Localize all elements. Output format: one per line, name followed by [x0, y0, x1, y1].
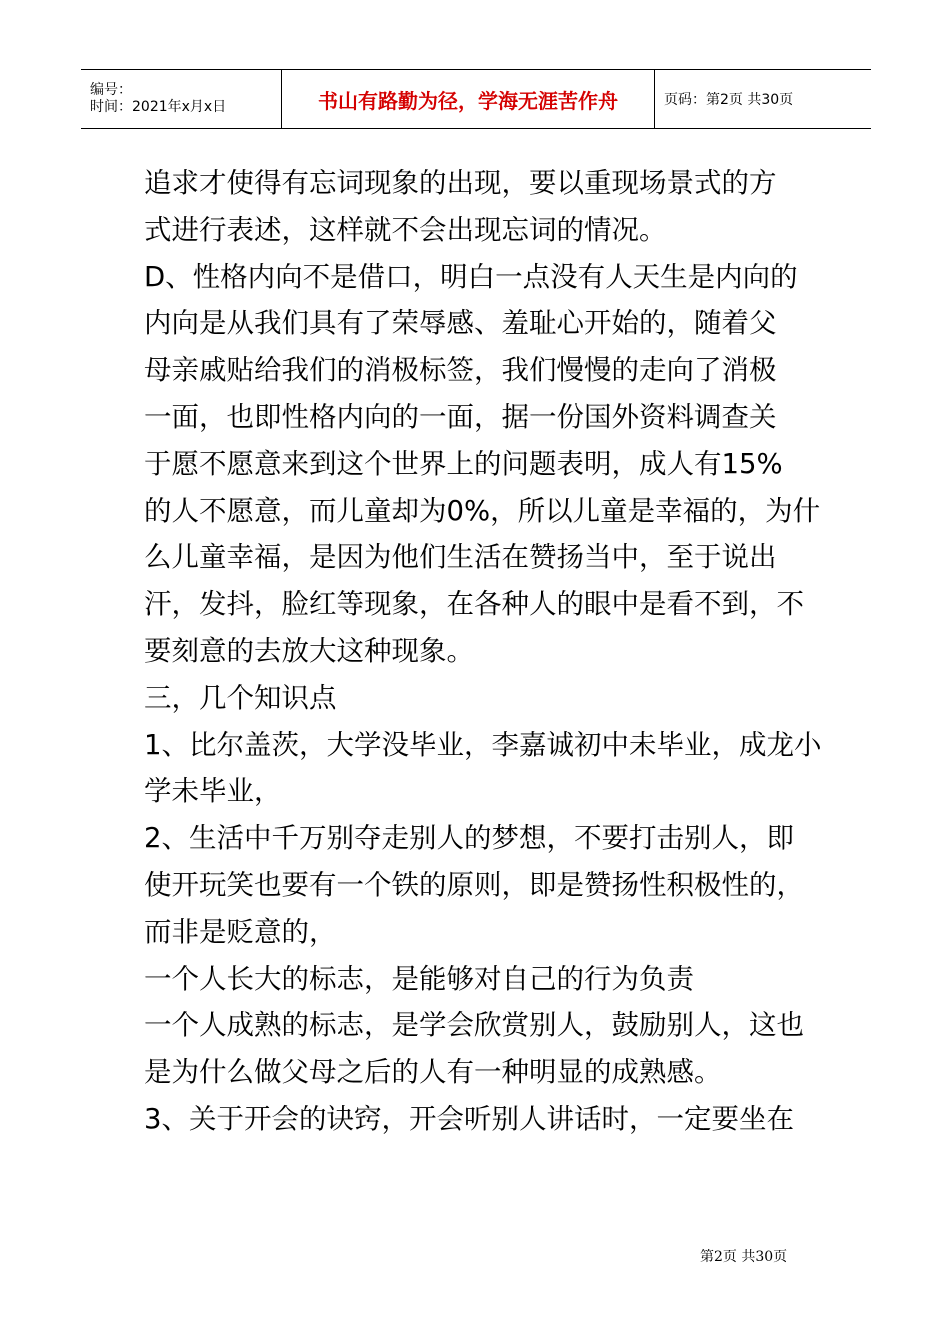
body-line: 使开玩笑也要有一个铁的原则，即是赞扬性积极性的，	[144, 868, 804, 901]
body-line: 一个人成熟的标志，是学会欣赏别人，鼓励别人，这也	[144, 1009, 804, 1042]
header-meta	[81, 70, 282, 128]
body-line: 2、生活中千万别夺走别人的梦想，不要打击别人，即	[144, 822, 794, 855]
body-line: 1、比尔盖茨，大学没毕业，李嘉诚初中未毕业，成龙小	[144, 728, 822, 761]
body-line: 学未毕业，	[144, 775, 282, 808]
body-line: 一面，也即性格内向的一面，据一份国外资料调查关	[144, 400, 777, 433]
body-line: 而非是贬意的，	[144, 915, 337, 948]
footer-page-number: 第2页 共30页	[700, 1249, 788, 1265]
body-line: D、性格内向不是借口，明白一点没有人天生是内向的	[144, 260, 798, 293]
header-page-info	[655, 70, 871, 128]
page-info-text: 页码：第2页 共30页	[664, 92, 794, 108]
page-footer	[700, 1246, 787, 1266]
body-line: 的人不愿意，而儿童却为0%，所以儿童是幸福的，为什	[144, 494, 821, 527]
serial-label: 编号：	[90, 82, 132, 98]
body-line: 3、关于开会的诀窍，开会听别人讲话时，一定要坐在	[144, 1102, 794, 1135]
body-line: 式进行表述，这样就不会出现忘词的情况。	[144, 213, 667, 246]
body-line: 追求才使得有忘词现象的出现，要以重现场景式的方	[144, 167, 777, 199]
page-header	[81, 69, 871, 129]
body-line: 母亲戚贴给我们的消极标签，我们慢慢的走向了消极	[144, 354, 777, 387]
header-motto	[282, 70, 655, 128]
section-heading: 三，几个知识点	[144, 681, 337, 714]
motto-text: 书山有路勤为径，学海无涯苦作舟	[318, 88, 618, 113]
document-body	[144, 160, 824, 1143]
body-line: 于愿不愿意来到这个世界上的问题表明，成人有15%	[144, 447, 783, 480]
body-line: 要刻意的去放大这种现象。	[144, 634, 474, 667]
body-line: 是为什么做父母之后的人有一种明显的成熟感。	[144, 1056, 722, 1089]
body-line: 内向是从我们具有了荣辱感、羞耻心开始的，随着父	[144, 307, 777, 340]
body-line: 么儿童幸福，是因为他们生活在赞扬当中，至于说出	[144, 541, 777, 574]
time-label: 时间：2021年x月x日	[90, 99, 227, 115]
body-line: 一个人长大的标志，是能够对自己的行为负责	[144, 962, 694, 995]
body-line: 汗，发抖，脸红等现象，在各种人的眼中是看不到，不	[144, 588, 804, 621]
